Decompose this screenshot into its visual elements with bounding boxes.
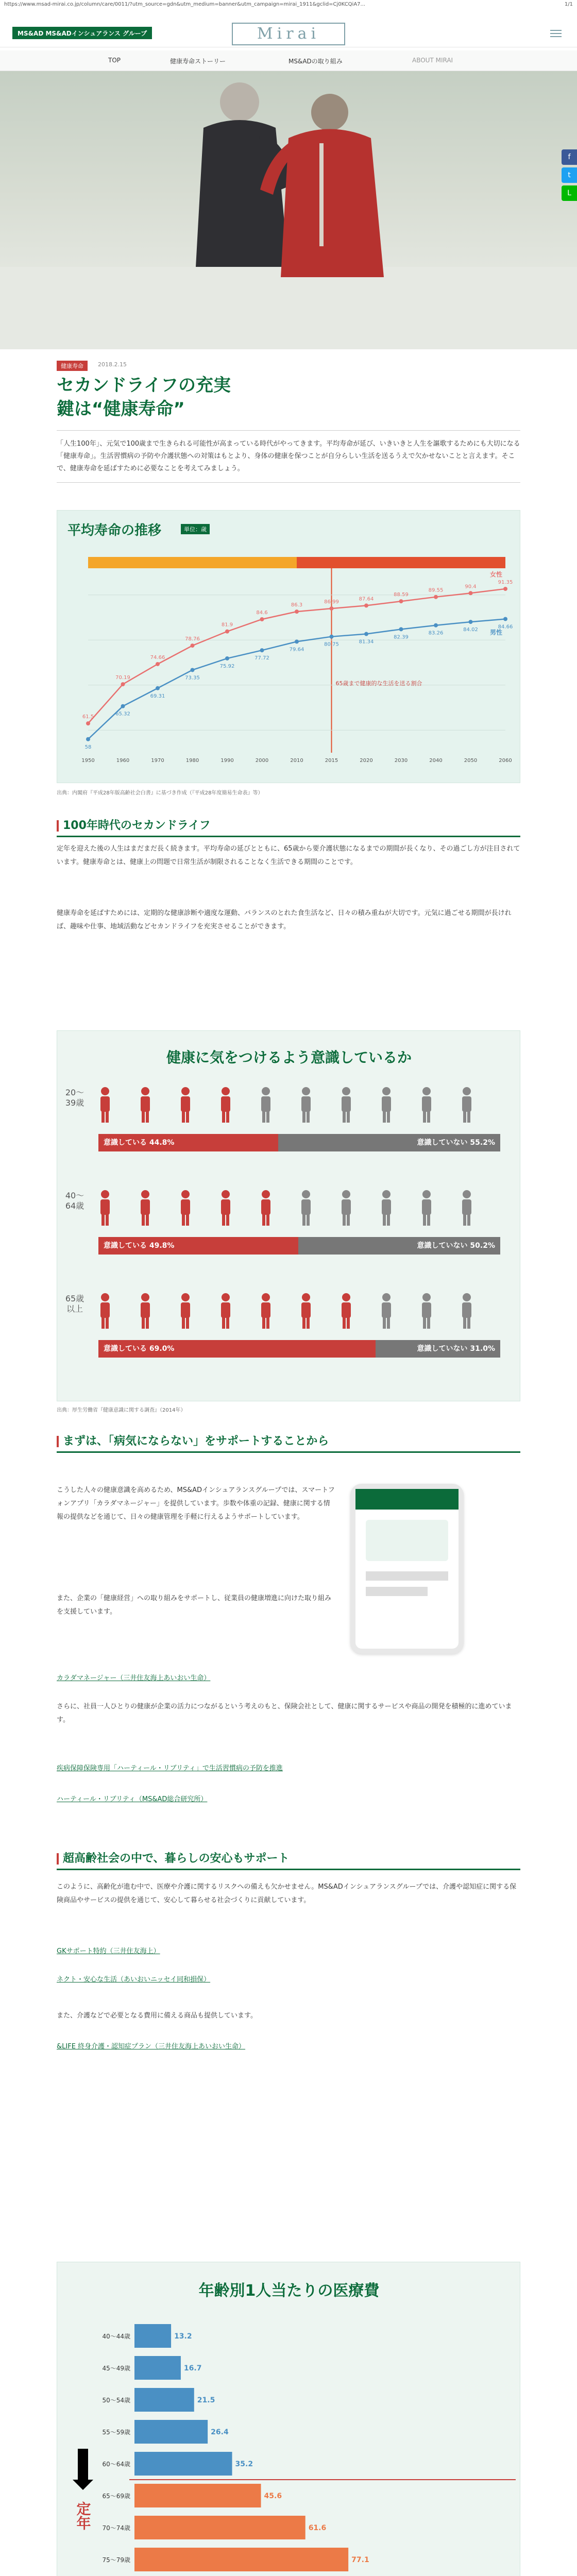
section2-para2: また、企業の「健康経営」への取り組みをサポートし、従業員の健康増進に向けた取り組みを支援しています。 [57,1595,332,1616]
data-label: 81.34 [359,639,374,645]
app-screenshot [350,1484,464,1654]
data-point [330,635,334,639]
cost-bar [134,2452,232,2476]
person-icon [299,1087,313,1124]
medical-cost-infographic [57,2262,520,2576]
age-tick-label: 60〜64歳 [102,2461,130,2468]
nav-item-about[interactable]: ABOUT MIRAI [412,57,453,64]
person-icon [460,1087,473,1124]
data-label: 79.64 [289,647,304,653]
person-icon [98,1087,112,1124]
data-point [225,630,229,634]
age-tick-label: 40〜44歳 [102,2333,130,2340]
data-label: 84.02 [463,627,478,633]
survey-row [57,1082,521,1175]
hero-couple-illustration [0,71,577,349]
life-expectancy-plot [62,547,516,773]
health-awareness-infographic [57,1030,520,1401]
heading-text: まずは、「病気にならない」をサポートすることから [63,1435,329,1448]
aware-bar: 意識している 69.0% [98,1340,376,1358]
cost-value: 21.5 [197,2396,215,2404]
heading-text: 100年時代のセカンドライフ [63,819,211,832]
x-tick-label: 2050 [464,758,478,764]
person-icon [179,1087,192,1124]
data-label: 69.31 [150,693,165,699]
age-tick-label: 65〜69歳 [102,2493,130,2500]
person-icon [219,1293,232,1330]
survey-row [57,1185,521,1278]
section1-para2: 健康寿命を延ばすためには、定期的な健康診断や適度な運動、バランスのとれた食生活など、日々の積み重ねが大切です。元気に過ごせる期間が長ければ、趣味や仕事、地域活動などセカンドライフを充実させることができます。 [57,909,512,930]
brand-logo[interactable]: MS&AD MS&ADインシュアランス グループ [12,27,152,39]
global-nav [0,50,577,71]
not-aware-bar: 意識していない 55.2% [278,1134,500,1151]
site-title[interactable]: Mirai [232,23,345,45]
data-point [503,617,507,621]
medical-title: 年齢別1人当たりの医療費 [198,2282,380,2300]
series-label: 男性 [489,629,502,636]
data-point [156,686,160,690]
age-tick-label: 70〜74歳 [102,2524,130,2532]
data-point [191,643,195,648]
data-label: 82.39 [394,634,409,640]
section1-para1: 定年を迎えた後の人生はまだまだ長く続きます。平均寿命の延びとともに、65歳から要介護状態になるまでの期間が長くなり、その過ごし方が注目されています。健康寿命とは、健康上の問題で日常生活が制限されることなく生活できる期間のことです。 [57,845,520,866]
data-point [364,603,368,607]
data-label: 89.55 [428,587,444,594]
title-line-1: セカンドライフの充実 [57,375,231,396]
section-heading-aging-society [57,1850,520,1870]
cost-value: 13.2 [174,2332,192,2341]
person-icon [380,1293,393,1330]
menu-icon[interactable] [550,28,562,37]
data-label: 77.72 [254,655,269,662]
person-icon [340,1293,353,1330]
age-label: 65歳以上 [65,1294,84,1314]
person-icon [219,1087,232,1124]
data-label: 88.59 [394,592,409,598]
data-point [434,595,438,599]
line-icon[interactable]: L [562,185,577,201]
survey-caption: 出典：厚生労働省『健康意識に関する調査』（2014年） [57,1408,186,1413]
person-icon [299,1190,313,1227]
section2-para3: さらに、社員一人ひとりの健康が企業の活力につながるという考えのもと、保険会社として、健康に関するサービスや商品の開発を積極的に進めています。 [57,1703,512,1724]
person-icon [380,1087,393,1124]
data-point [503,587,507,591]
app-card [366,1520,448,1561]
annotation: 65歳まで健康的な生活を送る割合 [335,680,422,687]
url-text: https://www.msad-mirai.co.jp/column/care/0011/?utm_source=gdn&utm_medium=banner&utm_campaign=mirai_1911&gclid=Cj0KCQiA7... [4,2,366,7]
person-icon [139,1293,152,1330]
cost-bar [134,2324,171,2348]
x-tick-label: 2060 [499,758,512,764]
cost-bar [134,2420,208,2444]
age-tick-label: 55〜59歳 [102,2429,130,2436]
chart-title: 平均寿命の推移 [67,523,162,538]
section3-para1: このように、高齢化が進む中で、医療や介護に関するリスクへの備えも欠かせません。MS&ADインシュアランスグループでは、介護や認知症に関する保険商品やサービスの提供を通じて、安心して暮らせる社会づくりに貢献しています。 [57,1883,517,1904]
person-icon [420,1293,433,1330]
page-count: 1/1 [564,2,573,7]
cost-value: 26.4 [211,2428,229,2436]
heading-text: 超高齢社会の中で、暮らしの安心もサポート [63,1852,290,1865]
person-icon [219,1190,232,1227]
person-icon [299,1293,313,1330]
x-tick-label: 1980 [185,758,199,764]
data-label: 80.75 [324,641,339,648]
data-point [260,617,264,621]
link-next-anshin[interactable]: ネクト・安心な生活（あいおいニッセイ同和損保） [57,1976,211,1984]
data-label: 58 [84,744,92,750]
person-icon [98,1190,112,1227]
aware-bar: 意識している 49.8% [98,1237,298,1255]
person-icon [139,1087,152,1124]
data-point [295,639,299,643]
person-icon [340,1087,353,1124]
period-band-past [88,557,297,568]
data-label: 84.66 [498,624,513,630]
link-heartiel-research[interactable]: ハーティール・リブリティ（MS&AD総合研究所） [57,1795,208,1803]
cost-value: 35.2 [235,2460,253,2468]
app-row [366,1571,448,1581]
facebook-icon[interactable]: f [562,149,577,165]
link-heartiel[interactable]: 疾病保障保険専用「ハーティール・リブリティ」で生活習慣病の予防を推進 [57,1765,283,1772]
data-point [295,609,299,614]
age-tick-label: 75〜79歳 [102,2556,130,2564]
app-header [355,1489,459,1510]
data-point [469,620,473,624]
x-tick-label: 2000 [255,758,269,764]
cost-bar [134,2516,306,2539]
person-icon [460,1293,473,1330]
app-row [366,1587,428,1596]
data-label: 86.99 [324,599,339,605]
data-point [121,682,125,686]
person-icon [98,1293,112,1330]
series-label: 女性 [489,570,502,578]
data-point [364,632,368,636]
cost-value: 77.1 [351,2556,369,2564]
x-tick-label: 2040 [429,758,443,764]
section-heading-secondlife [57,817,520,837]
person-icon [179,1293,192,1330]
nav-item-story[interactable]: 健康寿命ストーリー [170,58,226,65]
data-label: 83.26 [428,630,444,636]
person-icon [420,1190,433,1227]
data-point [434,623,438,628]
data-label: 75.92 [219,663,235,669]
data-point [399,599,403,603]
person-icon [420,1087,433,1124]
cost-bar [134,2388,194,2412]
data-label: 65.32 [115,711,130,717]
title-line-2: 鍵は“健康寿命” [57,399,185,419]
data-label: 86.3 [291,602,303,608]
url-bar[interactable] [0,0,577,9]
data-label: 61.5 [82,714,94,720]
data-label: 87.64 [359,596,374,602]
data-point [260,648,264,652]
article-date: 2018.2.15 [98,361,127,368]
x-tick-label: 1960 [116,758,130,764]
retirement-label: 定年 [74,2501,92,2530]
person-icon [259,1293,273,1330]
section3-para2: また、介護などで必要となる費用に備える商品も提供しています。 [57,2012,257,2020]
data-label: 84.6 [256,610,268,616]
data-point [86,721,90,725]
survey-row [57,1289,521,1381]
cost-value: 16.7 [183,2364,202,2372]
not-aware-bar: 意識していない 50.2% [298,1237,500,1255]
data-label: 90.4 [465,584,477,590]
person-icon [380,1190,393,1227]
x-tick-label: 2030 [394,758,408,764]
person-icon [179,1190,192,1227]
age-label: 40〜64歳 [65,1191,84,1211]
retirement-arrow [73,2449,93,2490]
article-title [57,374,520,421]
x-tick-label: 1950 [81,758,95,764]
data-point [469,591,473,595]
x-tick-label: 1990 [220,758,234,764]
series-line-1 [88,619,505,739]
data-label: 74.66 [150,654,165,660]
data-label: 70.19 [115,675,130,681]
life-expectancy-chart [57,510,520,783]
x-tick-label: 1970 [151,758,164,764]
data-point [156,662,160,666]
section2-para1: こうした人々の健康意識を高めるため、MS&ADインシュアランスグループでは、スマートフォンアプリ「カラダマネージャー」を提供しています。歩数や体重の記録、健康に関する情報の提供などを通じて、日々の健康管理を手軽に行えるようサポートしています。 [57,1486,335,1521]
x-tick-label: 2015 [325,758,338,764]
data-point [121,704,125,708]
data-point [225,656,229,660]
cost-value: 45.6 [264,2492,282,2500]
data-point [399,627,403,631]
category-badge[interactable]: 健康寿命 [57,361,88,371]
cost-bar [134,2548,348,2571]
data-point [86,737,90,741]
person-icon [460,1190,473,1227]
link-karada-manager[interactable]: カラダマネージャー（三井住友海上あいおい生命） [57,1674,211,1682]
chart-unit: 単位：歳 [181,524,210,534]
age-tick-label: 50〜54歳 [102,2397,130,2404]
age-tick-label: 45〜49歳 [102,2365,130,2372]
data-label: 78.76 [185,636,200,642]
person-icon [340,1190,353,1227]
nav-item-top[interactable]: TOP [108,57,121,64]
survey-title: 健康に気をつけるよう意識しているか [166,1049,412,1066]
cost-value: 61.6 [308,2524,327,2532]
data-point [191,668,195,672]
link-and-life[interactable]: &LIFE 終身介護・認知症プラン（三井住友海上あいおい生命） [57,2043,246,2050]
article-lead: 「人生100年」、元気で100歳まで生きられる可能性が高まっている時代がやってきます。平均寿命が延び、いきいきと人生を謳歌するためにも大切になる「健康寿命」。生活習慣病の予防や介護状態への対策はもとより、身体の健康を保つことが自分らしい生活を送るうえで欠かせないことと言えます。そこで、健康寿命を延ばすために必要なことを考えてみましょう。 [57,430,520,483]
person-icon [259,1087,273,1124]
section-heading-prevention [57,1432,520,1453]
chart-caption: 出典：内閣府『平成28年版高齢社会白書』に基づき作成（『平成28年度簡易生命表』等） [57,790,263,796]
data-point [330,606,334,611]
twitter-icon[interactable]: t [562,167,577,183]
aware-bar: 意識している 44.8% [98,1134,278,1151]
hero-image [0,71,577,349]
x-tick-label: 2020 [360,758,373,764]
medical-cost-plot [62,2314,516,2576]
nav-item-initiative[interactable]: MS&ADの取り組み [288,58,343,65]
person-icon [139,1190,152,1227]
link-gk-support[interactable]: GKサポート特約（三井住友海上） [57,1947,160,1955]
data-label: 81.9 [221,622,233,628]
data-label: 91.35 [498,579,513,585]
cost-bar [134,2484,261,2507]
person-icon [259,1190,273,1227]
period-band-future [297,557,505,568]
data-label: 73.35 [185,675,200,681]
not-aware-bar: 意識していない 31.0% [376,1340,500,1358]
cost-bar [134,2356,181,2380]
age-label: 20〜39歳 [65,1088,84,1108]
x-tick-label: 2010 [290,758,303,764]
